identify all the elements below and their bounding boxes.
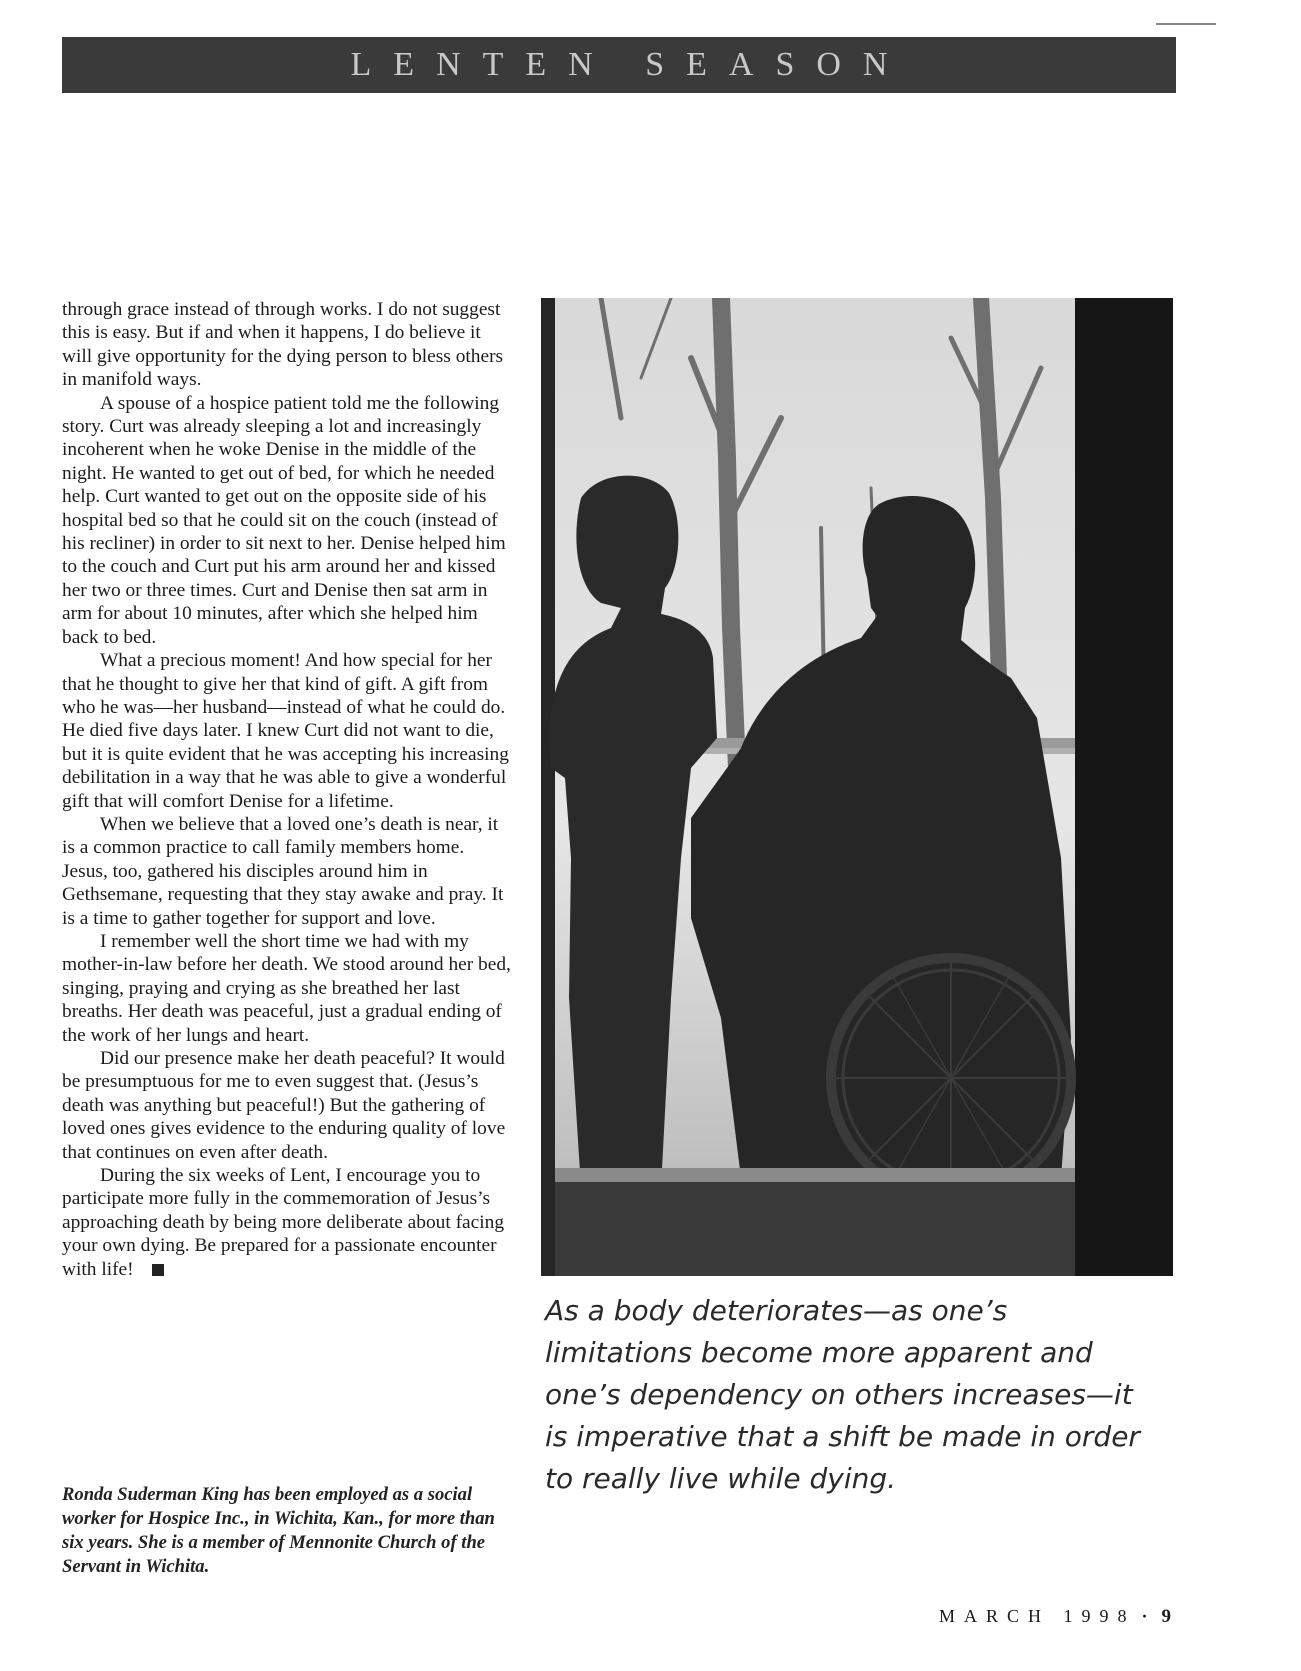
article-paragraph: I remember well the short time we had with my mother-in-law before her death. We stood around her bed, singing, praying and crying as she breathed her last breaths. Her death was peaceful, just a gradual ending of the work of her lungs and heart. — [62, 930, 511, 1046]
article-paragraph: What a precious moment! And how special for her that he thought to give her that kind of gift. A gift from who he was—her husband—instead of what he could do. He died five days later. I knew Curt did not want to die, but it is quite evident that he was accepting his increasing debilitation in a way that he was able to give a wonderful gift that will comfort Denise for a lifetime. — [62, 650, 509, 812]
section-header-bar — [62, 37, 1176, 93]
article-paragraph: through grace instead of through works. I do not suggest this is easy. But if and when it happens, I do believe it will give opportunity for the dying person to bless others in manifold ways. — [62, 299, 504, 391]
issue-date: MARCH 1998 — [938, 1606, 1136, 1626]
section-title: LENTEN SEASON — [350, 46, 910, 83]
silhouette-photo — [541, 298, 1173, 1276]
article-paragraph-last — [62, 1164, 514, 1281]
article-body — [62, 298, 514, 1281]
article-paragraph-text: During the six weeks of Lent, I encourage you to participate more fully in the commemoration of Jesus’s approaching death by being more deliberate about facing your own dying. Be prepared for a passionate encounter with life! — [62, 1165, 505, 1280]
article-paragraph: Did our presence make her death peaceful? It would be presumptuous for me to even suggest that. (Jesus’s death was anything but peaceful!) But the gathering of loved ones gives evidence to the enduring quality of love that continues on even after death. — [62, 1048, 506, 1163]
pull-quote-caption: As a body deteriorates—as one’s limitations become more apparent and one’s dependency on others increases—it is imperative that a shift be made in order to really live while dying. — [545, 1294, 1140, 1495]
author-bio: Ronda Suderman King has been employed as a social worker for Hospice Inc., in Wichita, Kan., for more than six years. She is a member of Mennonite Church of the Servant in Wichita. — [62, 1484, 495, 1577]
footer-separator: · — [1141, 1606, 1148, 1626]
page-number: 9 — [1161, 1606, 1171, 1627]
article-paragraph: When we believe that a loved one’s death is near, it is a common practice to call family members home. Jesus, too, gathered his disciples around him in Gethsemane, requesting that they stay awake and pray. It is a time to gather together for support and love. — [62, 813, 504, 929]
article-paragraph: A spouse of a hospice patient told me the following story. Curt was already sleeping a lot and increasingly incoherent when he woke Denise in the middle of the night. He wanted to get out of bed, for which he needed help. Curt wanted to get out on the opposite side of his hospital bed so that he could sit on the couch (instead of his recliner) in order to sit next to her. Denise helped him to the couch and Curt put his arm around her and kissed her two or three times. Curt and Denise then sat arm in arm for about 10 minutes, after which she helped him back to bed. — [62, 392, 506, 648]
photo-illustration — [541, 298, 1173, 1276]
page-footer — [939, 1606, 1171, 1628]
end-of-article-mark — [152, 1264, 164, 1276]
